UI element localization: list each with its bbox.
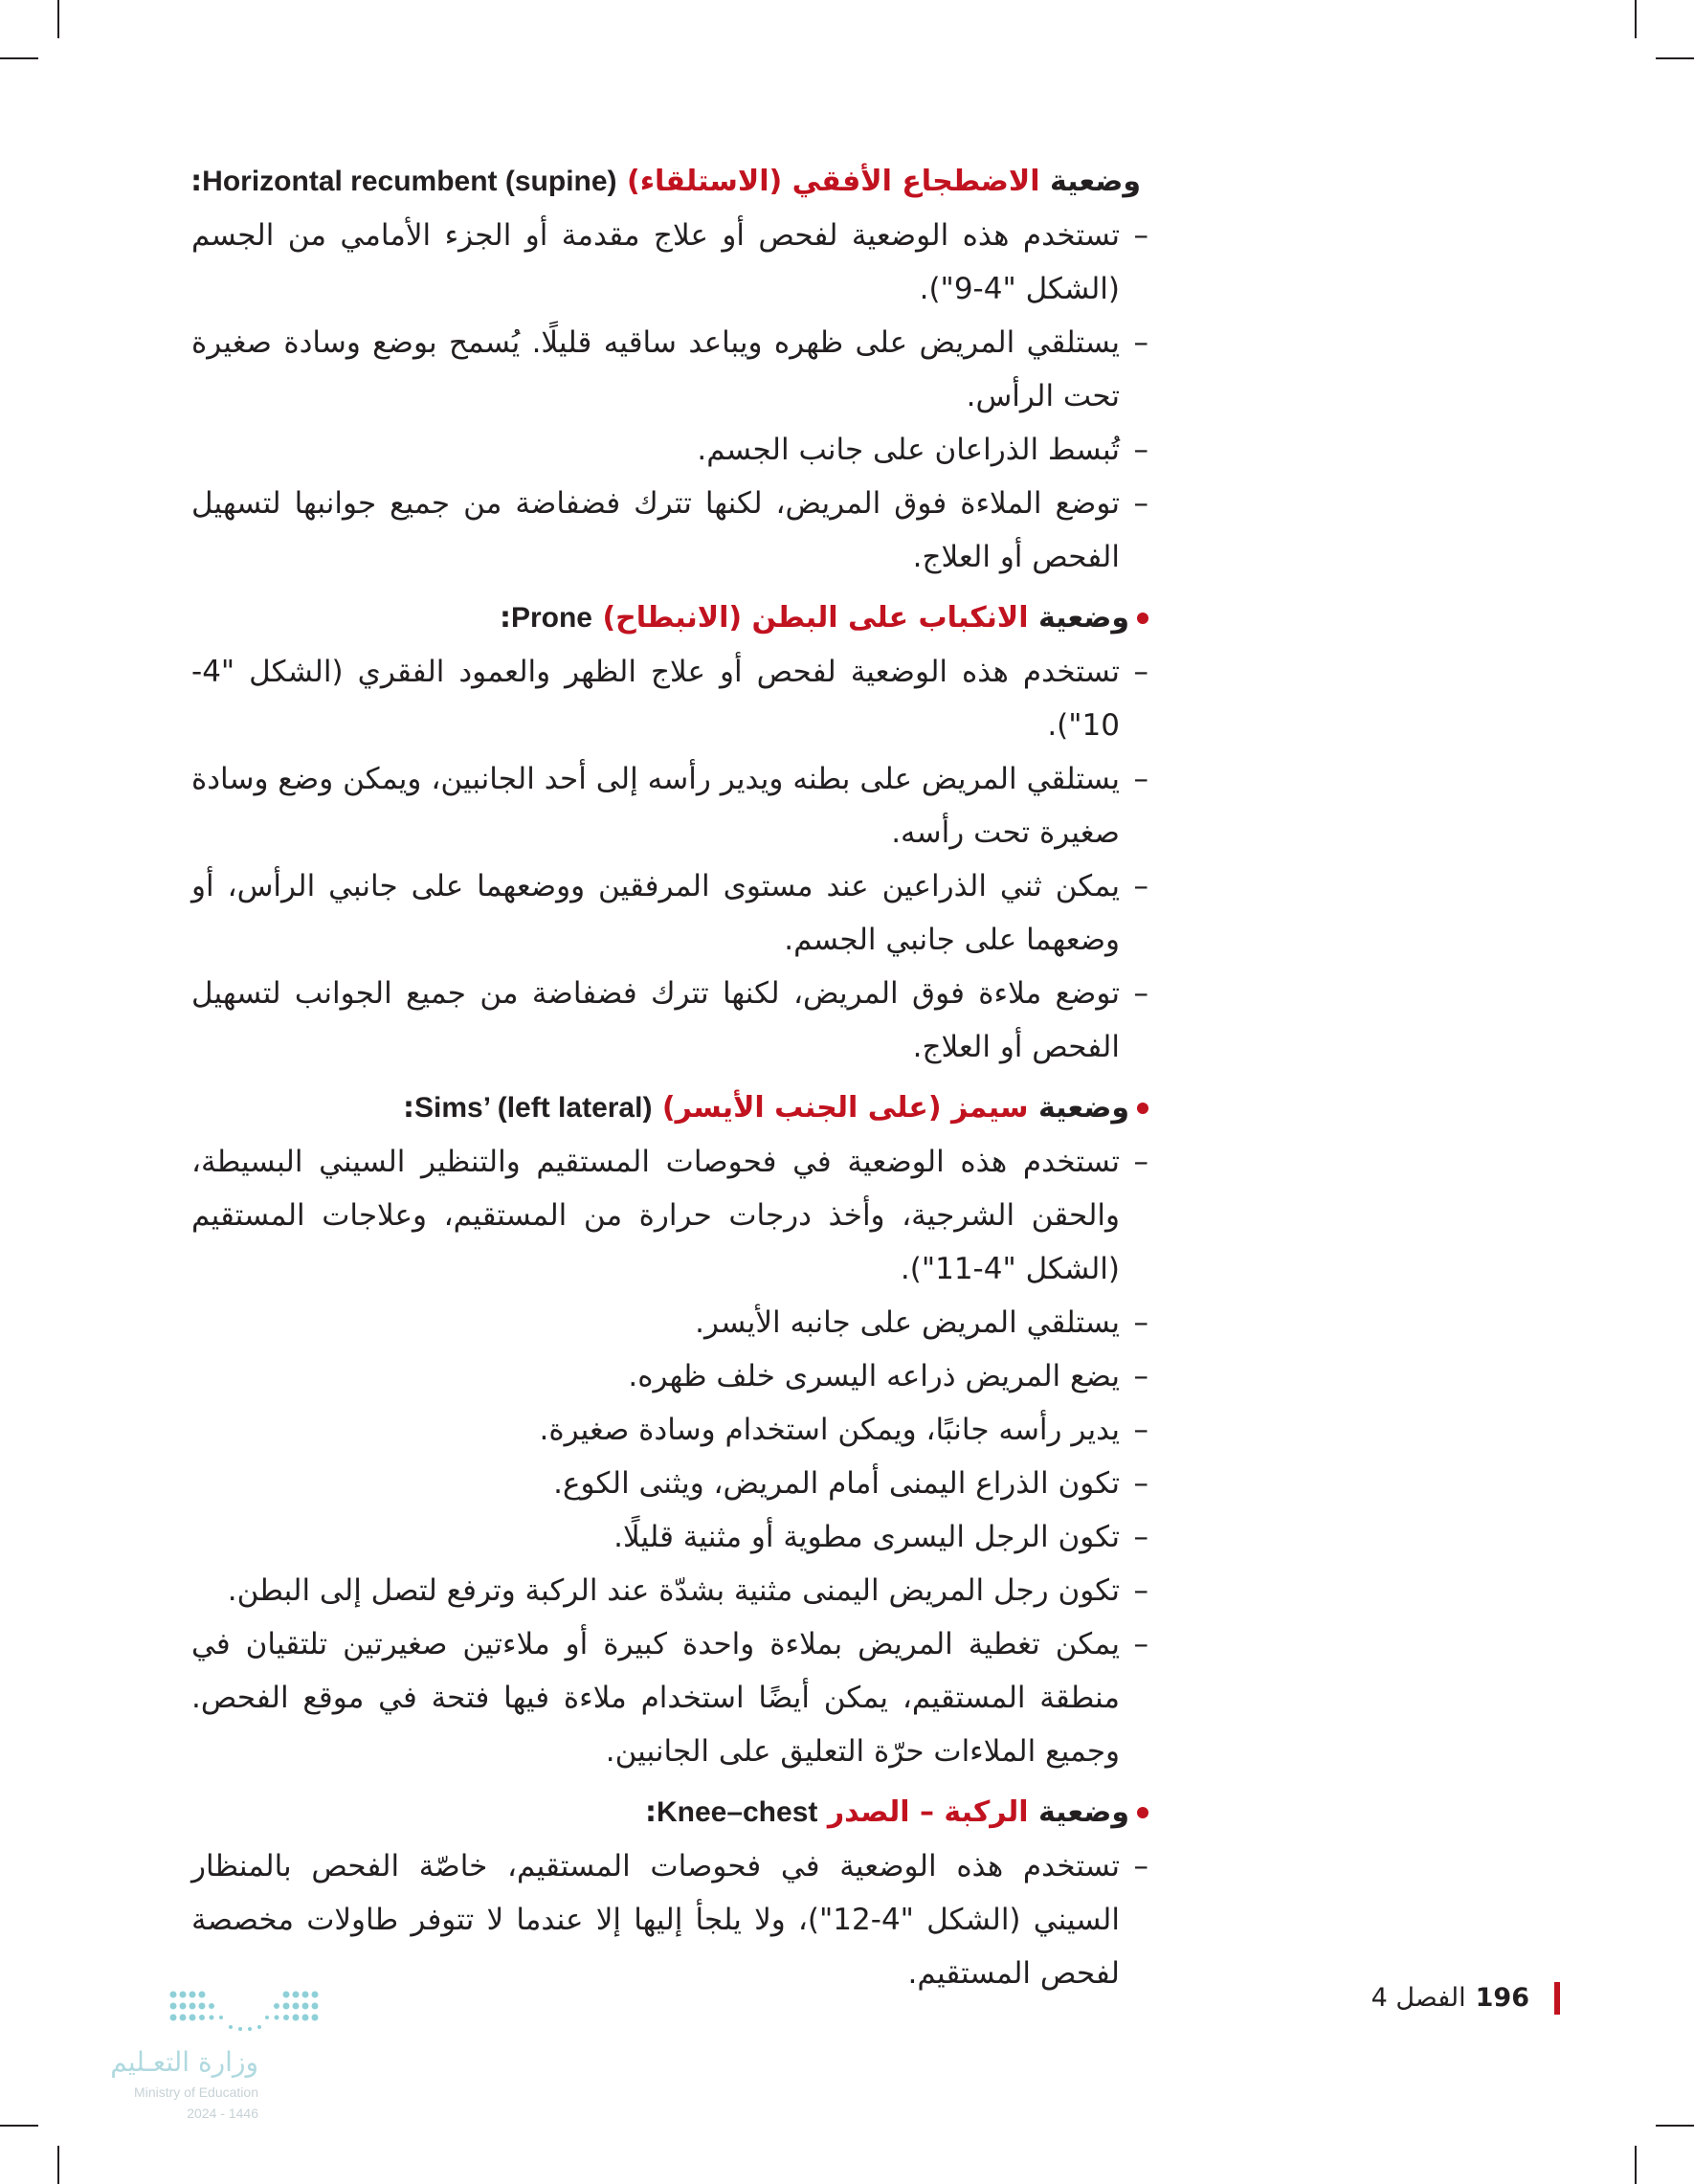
- dash-icon: –: [1133, 1145, 1148, 1179]
- heading-prefix: وضعية: [1037, 601, 1129, 635]
- list-item-text: توضع ملاءة فوق المريض، لكنها تترك فضفاضة من جميع الجوانب لتسهيل الفحص أو العلاج.: [191, 976, 1120, 1064]
- dash-icon: –: [1133, 1305, 1148, 1340]
- heading-colon: :: [403, 1091, 415, 1125]
- list-item: [191, 1457, 1148, 1510]
- heading-english-term: Knee–chest: [656, 1796, 818, 1828]
- section-heading: [191, 1786, 1148, 1839]
- heading-prefix: وضعية: [1049, 165, 1141, 198]
- list-item: [191, 1349, 1148, 1403]
- section: [191, 591, 1148, 1074]
- dash-icon: –: [1133, 486, 1148, 521]
- list-item-text: تستخدم هذه الوضعية في فحوصات المستقيم والتنظير السيني البسيطة، والحقن الشرجية، وأخذ درجات حرارة من المستقيم، وعلاجات المستقيم (الشكل "4-11").: [191, 1145, 1120, 1286]
- list-item-text: يضع المريض ذراعه اليسرى خلف ظهره.: [628, 1359, 1120, 1393]
- list-item: [191, 477, 1148, 584]
- heading-arabic-term: الانكباب على البطن (الانبطاح): [602, 601, 1029, 635]
- list-item: [191, 967, 1148, 1074]
- list-item: [191, 1617, 1148, 1778]
- heading-colon: :: [190, 165, 203, 198]
- dash-icon: –: [1133, 1627, 1148, 1661]
- dash-icon: –: [1133, 976, 1148, 1011]
- list-item-text: تستخدم هذه الوضعية لفحص أو علاج الظهر والعمود الفقري (الشكل "4-10").: [191, 655, 1120, 743]
- dash-icon: –: [1133, 1520, 1148, 1554]
- list-item: [191, 859, 1148, 967]
- list-item: [191, 752, 1148, 859]
- list-item-text: تكون الرجل اليسرى مطوية أو مثنية قليلًا.: [613, 1520, 1120, 1554]
- chapter-label: الفصل 4: [1371, 1983, 1466, 2013]
- list-item: [191, 1135, 1148, 1296]
- list-item-text: يمكن تغطية المريض بملاءة واحدة كبيرة أو ملاءتين صغيرتين تلتقيان في منطقة المستقيم، يمكن أيضًا استخدام ملاءة فيها فتحة في موقع الفحص. وجميع الملاءات حرّة التعليق على الجانبين.: [191, 1627, 1120, 1769]
- dash-icon: –: [1133, 218, 1148, 253]
- list-item: [191, 1510, 1148, 1564]
- list-item-text: تكون رجل المريض اليمنى مثنية بشدّة عند الركبة وترفع لتصل إلى البطن.: [227, 1573, 1120, 1608]
- list-item: [191, 645, 1148, 752]
- heading-prefix: وضعية: [1037, 1091, 1129, 1125]
- list-item-text: تستخدم هذه الوضعية في فحوصات المستقيم، خاصّة الفحص بالمنظار السيني (الشكل "4-12")، ولا يلجأ إليها إلا عندما لا تتوفر طاولات مخصصة لفحص المستقيم.: [191, 1849, 1120, 1991]
- section: [191, 155, 1148, 584]
- section: [191, 1786, 1148, 2000]
- heading-arabic-term: الاضطجاع الأفقي (الاستلقاء): [626, 165, 1040, 198]
- list-item: [191, 316, 1148, 423]
- crop-mark: [0, 57, 38, 59]
- dash-icon: –: [1133, 1466, 1148, 1501]
- logo-year: 2024 - 1446: [187, 2106, 258, 2121]
- crop-mark: [57, 0, 59, 38]
- heading-english-term: Prone: [510, 602, 592, 634]
- section-heading: [191, 155, 1148, 209]
- section-heading: [191, 1081, 1148, 1135]
- list-item: [191, 423, 1148, 477]
- crop-mark: [1635, 2146, 1637, 2184]
- logo-arabic-text: وزارة التعـليم: [110, 2046, 258, 2078]
- bullet-icon: [1137, 613, 1148, 624]
- heading-colon: :: [644, 1795, 657, 1829]
- logo-dots-icon: [167, 1989, 321, 2037]
- dash-icon: –: [1133, 762, 1148, 796]
- dash-icon: –: [1133, 1849, 1148, 1883]
- heading-english-term: Horizontal recumbent (supine): [202, 166, 617, 197]
- crop-mark: [57, 2146, 59, 2184]
- bullet-icon: [1137, 1103, 1148, 1114]
- section-heading: [191, 591, 1148, 645]
- heading-colon: :: [499, 601, 511, 635]
- crop-mark: [1656, 57, 1694, 59]
- page-bar-accent: [1554, 1982, 1560, 2015]
- list-item: [191, 1564, 1148, 1617]
- bullet-icon: [1137, 1807, 1148, 1818]
- heading-prefix: وضعية: [1037, 1795, 1129, 1829]
- heading-arabic-term: الركبة – الصدر: [827, 1795, 1029, 1829]
- list-item-text: تستخدم هذه الوضعية لفحص أو علاج مقدمة أو الجزء الأمامي من الجسم (الشكل "4-9").: [191, 218, 1120, 306]
- heading-english-term: Sims’ (left lateral): [414, 1092, 653, 1124]
- crop-mark: [1635, 0, 1637, 38]
- list-item: [191, 1296, 1148, 1349]
- crop-mark: [0, 2125, 38, 2127]
- page-content: [191, 155, 1148, 2008]
- dash-icon: –: [1133, 1413, 1148, 1447]
- page-number: 196: [1475, 1983, 1529, 2013]
- list-item: [191, 1839, 1148, 2000]
- list-item-text: يدير رأسه جانبًا، ويمكن استخدام وسادة صغيرة.: [539, 1413, 1120, 1447]
- dash-icon: –: [1133, 325, 1148, 360]
- list-item-text: توضع الملاءة فوق المريض، لكنها تترك فضفاضة من جميع جوانبها لتسهيل الفحص أو العلاج.: [191, 486, 1120, 574]
- list-item-text: يستلقي المريض على جانبه الأيسر.: [695, 1305, 1120, 1340]
- dash-icon: –: [1133, 869, 1148, 903]
- list-item-text: تكون الذراع اليمنى أمام المريض، ويثنى الكوع.: [553, 1466, 1120, 1501]
- dash-icon: –: [1133, 1359, 1148, 1393]
- crop-mark: [1656, 2125, 1694, 2127]
- dash-icon: –: [1133, 655, 1148, 689]
- logo-english-text: Ministry of Education: [134, 2084, 258, 2100]
- section: [191, 1081, 1148, 1778]
- list-item-text: يستلقي المريض على بطنه ويدير رأسه إلى أحد الجانبين، ويمكن وضع وسادة صغيرة تحت رأسه.: [191, 762, 1120, 850]
- page-footer: [1371, 1979, 1560, 2017]
- dash-icon: –: [1133, 1573, 1148, 1608]
- heading-arabic-term: سيمز (على الجنب الأيسر): [661, 1091, 1029, 1125]
- dash-icon: –: [1133, 433, 1148, 467]
- list-item-text: تُبسط الذراعان على جانب الجسم.: [697, 433, 1120, 467]
- list-item-text: يمكن ثني الذراعين عند مستوى المرفقين ووضعهما على جانبي الرأس، أو وضعهما على جانبي الجسم.: [191, 869, 1120, 957]
- list-item-text: يستلقي المريض على ظهره ويباعد ساقيه قليلًا. يُسمح بوضع وسادة صغيرة تحت الرأس.: [191, 325, 1120, 413]
- list-item: [191, 209, 1148, 316]
- list-item: [191, 1403, 1148, 1457]
